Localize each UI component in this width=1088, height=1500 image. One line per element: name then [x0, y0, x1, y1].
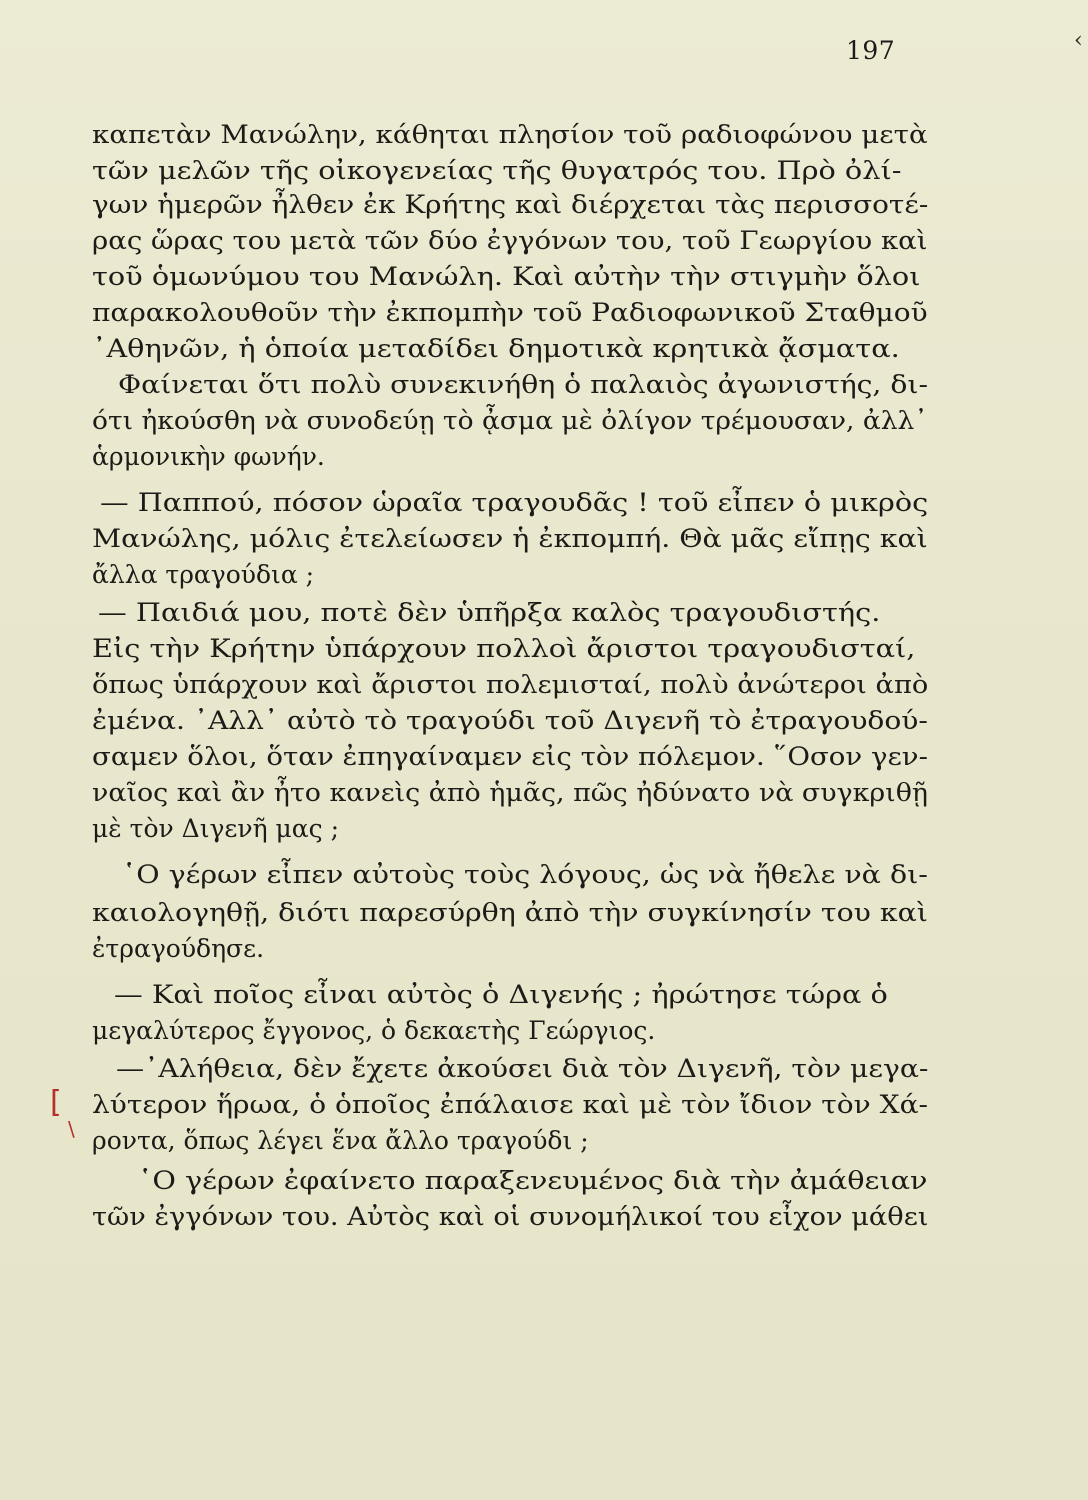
text-line: σαμεν ὅλοι, ὅταν ἐπηγαίναμεν εἰς τὸν πόλεμον. ῞Οσον γεν-	[92, 742, 928, 771]
text-line: ρας ὥρας του μετὰ τῶν δύο ἐγγόνων του, τοῦ Γεωργίου καὶ	[92, 226, 928, 255]
text-line: μὲ τὸν Διγενῆ μας ;	[92, 814, 340, 843]
text-line: τοῦ ὁμωνύμου του Μανώλη. Καὶ αὐτὴν τὴν στιγμὴν ὅλοι	[92, 262, 921, 291]
text-line: — Παιδιά μου, ποτὲ δὲν ὑπῆρξα καλὸς τραγουδιστής.	[98, 598, 881, 627]
text-line: τῶν ἐγγόνων του. Αὐτὸς καὶ οἱ συνομήλικοί του εἶχον μάθει	[92, 1202, 929, 1231]
page-edge-mark: ‹	[1074, 28, 1083, 53]
text-line: ᾿Αθηνῶν, ἡ ὁποία μεταδίδει δημοτικὰ κρητικὰ ᾄσματα.	[92, 334, 900, 363]
text-line: —᾿Αλήθεια, δὲν ἔχετε ἀκούσει διὰ τὸν Διγενῆ, τὸν μεγα-	[116, 1054, 929, 1083]
text-line: — Παππού, πόσον ὡραῖα τραγουδᾶς ! τοῦ εἶπεν ὁ μικρὸς	[100, 488, 929, 517]
text-line: γων ἡμερῶν ἦλθεν ἐκ Κρήτης καὶ διέρχεται τὰς περισσοτέ-	[92, 190, 929, 219]
text-line: ἐτραγούδησε.	[92, 934, 265, 963]
text-line: Φαίνεται ὅτι πολὺ συνεκινήθη ὁ παλαιὸς ἀγωνιστής, δι-	[118, 370, 929, 399]
text-line: Εἰς τὴν Κρήτην ὑπάρχουν πολλοὶ ἄριστοι τραγουδισταί,	[92, 634, 916, 663]
text-line: ροντα, ὅπως λέγει ἕνα ἄλλο τραγούδι ;	[92, 1126, 589, 1155]
text-line: ῾Ο γέρων εἶπεν αὐτοὺς τοὺς λόγους, ὡς νὰ ἤθελε νὰ δι-	[122, 860, 928, 889]
text-line: Μανώλης, μόλις ἐτελείωσεν ἡ ἐκπομπή. Θὰ μᾶς εἴπῃς καὶ	[92, 524, 928, 553]
text-line: ῾Ο γέρων ἐφαίνετο παραξενευμένος διὰ τὴν ἀμάθειαν	[138, 1166, 928, 1195]
margin-tick-mark: \	[68, 1117, 75, 1141]
text-line: παρακολουθοῦν τὴν ἐκπομπὴν τοῦ Ραδιοφωνικοῦ Σταθμοῦ	[92, 298, 928, 327]
margin-bracket-mark: [	[50, 1085, 62, 1120]
text-line: ἁρμονικὴν φωνήν.	[92, 442, 325, 471]
text-line: ναῖος καὶ ἂν ἦτο κανεὶς ἀπὸ ἡμᾶς, πῶς ἠδύνατο νὰ συγκριθῇ	[92, 778, 928, 807]
text-line: καιολογηθῇ, διότι παρεσύρθη ἀπὸ τὴν συγκίνησίν του καὶ	[92, 898, 928, 927]
text-line: μεγαλύτερος ἔγγονος, ὁ δεκαετὴς Γεώργιος.	[92, 1016, 656, 1045]
page-number: 197	[846, 36, 896, 65]
text-line: ότι ἠκούσθη νὰ συνοδεύῃ τὸ ᾆσμα μὲ ὀλίγον τρέμουσαν, ἀλλ᾿	[92, 406, 928, 435]
text-line: — Καὶ ποῖος εἶναι αὐτὸς ὁ Διγενής ; ἠρώτησε τώρα ὁ	[114, 980, 888, 1009]
text-line: λύτερον ἥρωα, ὁ ὁποῖος ἐπάλαισε καὶ μὲ τὸν ἴδιον τὸν Χά-	[92, 1090, 929, 1119]
text-line: ὅπως ὑπάρχουν καὶ ἄριστοι πολεμισταί, πολὺ ἀνώτεροι ἀπὸ	[92, 670, 929, 699]
text-line: ἄλλα τραγούδια ;	[92, 560, 315, 589]
text-line: καπετὰν Μανώλην, κάθηται πλησίον τοῦ ραδιοφώνου μετὰ	[92, 120, 928, 149]
text-line: ἐμένα. ᾿Αλλ᾿ αὐτὸ τὸ τραγούδι τοῦ Διγενῆ τὸ ἐτραγουδού-	[92, 706, 928, 735]
text-line: τῶν μελῶν τῆς οἰκογενείας τῆς θυγατρός του. Πρὸ ὀλί-	[92, 156, 902, 185]
